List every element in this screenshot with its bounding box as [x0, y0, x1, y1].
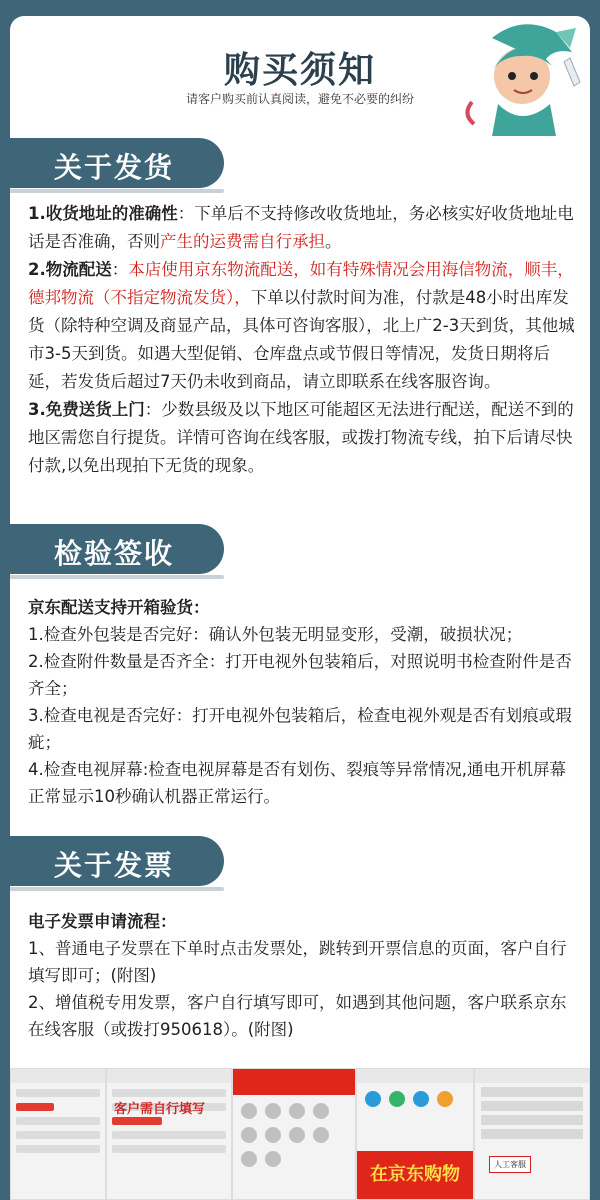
screenshot-promo: 在京东购物 [357, 1151, 473, 1199]
lead-text: 电子发票申请流程： [28, 912, 177, 931]
screenshot-invoice-form [106, 1068, 232, 1200]
item-red-text: 本店使用京东物流配送，如有特殊情况会用海信物流，顺丰，德邦物流（不指定物流发货）， [28, 260, 574, 307]
page-subtitle: 请客户购买前认真阅读，避免不必要的纠纷 [185, 92, 414, 106]
inspection-item: 3.检查电视是否完好：打开电视外包装箱后，检查电视外观是否有划痕或瑕疵； [28, 706, 572, 752]
section-heading-label: 关于发货 [54, 151, 175, 184]
screenshot-agent-button: 人工客服 [489, 1156, 531, 1173]
item-text-end: 。 [325, 232, 342, 251]
page-title: 购买须知 [223, 50, 376, 91]
item-label: 3.免费送货上门 [28, 400, 145, 419]
shipping-item-address [28, 200, 578, 256]
invoice-item: 1、普通电子发票在下单时点击发票处，跳转到开票信息的页面，客户自行填写即可；(附图) [28, 939, 567, 985]
item-label: 1.收货地址的准确性 [28, 204, 178, 223]
attached-screenshots [10, 1068, 590, 1200]
section-heading-inspection [10, 524, 224, 574]
section-heading-label: 关于发票 [54, 849, 175, 882]
inspection-item: 1.检查外包装是否完好：确认外包装无明显变形，受潮，破损状况； [28, 625, 523, 644]
section-heading-label: 检验签收 [54, 537, 175, 570]
item-text: ：少数县级及以下地区可能超区无法进行配送，配送不到的地区需您自行提货。详情可咨询在线客服，或拨打物流专线，拍下后请尽快付款,以免出现拍下无货的现象。 [28, 400, 574, 475]
inspection-item: 4.检查电视屏幕:检查电视屏幕是否有划伤、裂痕等异常情况,通电开机屏幕正常显示10秒确认机器正常运行。 [28, 760, 567, 806]
inspection-text [28, 594, 578, 810]
item-text: ：下单后不支持修改收货地址，务必核实好收货地址电话是否准确，否则 [28, 204, 574, 251]
item-red-text: 产生的运费需自行承担 [160, 232, 325, 251]
invoice-lead [28, 908, 578, 935]
inspection-item: 2.检查附件数量是否齐全：打开电视外包装箱后，对照说明书检查附件是否齐全； [28, 652, 572, 698]
notice-card [10, 16, 590, 1200]
shipping-item-logistics [28, 256, 578, 396]
section-heading-shipping [10, 138, 224, 188]
screenshot-customer-service [356, 1068, 474, 1200]
item-text: 下单以付款时间为准，付款是48小时出库发货（除特种空调及商显产品，具体可咨询客服），北上广2-3天到货，其他城市3-5天到货。如遇大型促销、仓库盘点或节假日等情况，发货日期将后延，若发货后超过7天仍未收到商品，请立即联系在线客服咨询。 [28, 288, 575, 391]
invoice-text [28, 908, 578, 1043]
screenshot-order [10, 1068, 106, 1200]
section-heading-invoice [10, 836, 224, 886]
inspection-lead [28, 594, 578, 621]
shipping-item-delivery [28, 396, 578, 480]
invoice-item: 2、增值税专用发票，客户自行填写即可，如遇到其他问题，客户联系京东在线客服（或拨打950618）。(附图) [28, 993, 567, 1039]
screenshot-chat [474, 1068, 590, 1200]
lead-text: 京东配送支持开箱验货： [28, 598, 210, 617]
mascot-icon [452, 18, 586, 138]
shipping-text [28, 200, 578, 480]
screenshot-my-page [232, 1068, 356, 1200]
item-label: 2.物流配送 [28, 260, 112, 279]
screenshot-note: 客户需自行填写 [114, 1102, 206, 1117]
item-colon: ： [111, 260, 129, 279]
